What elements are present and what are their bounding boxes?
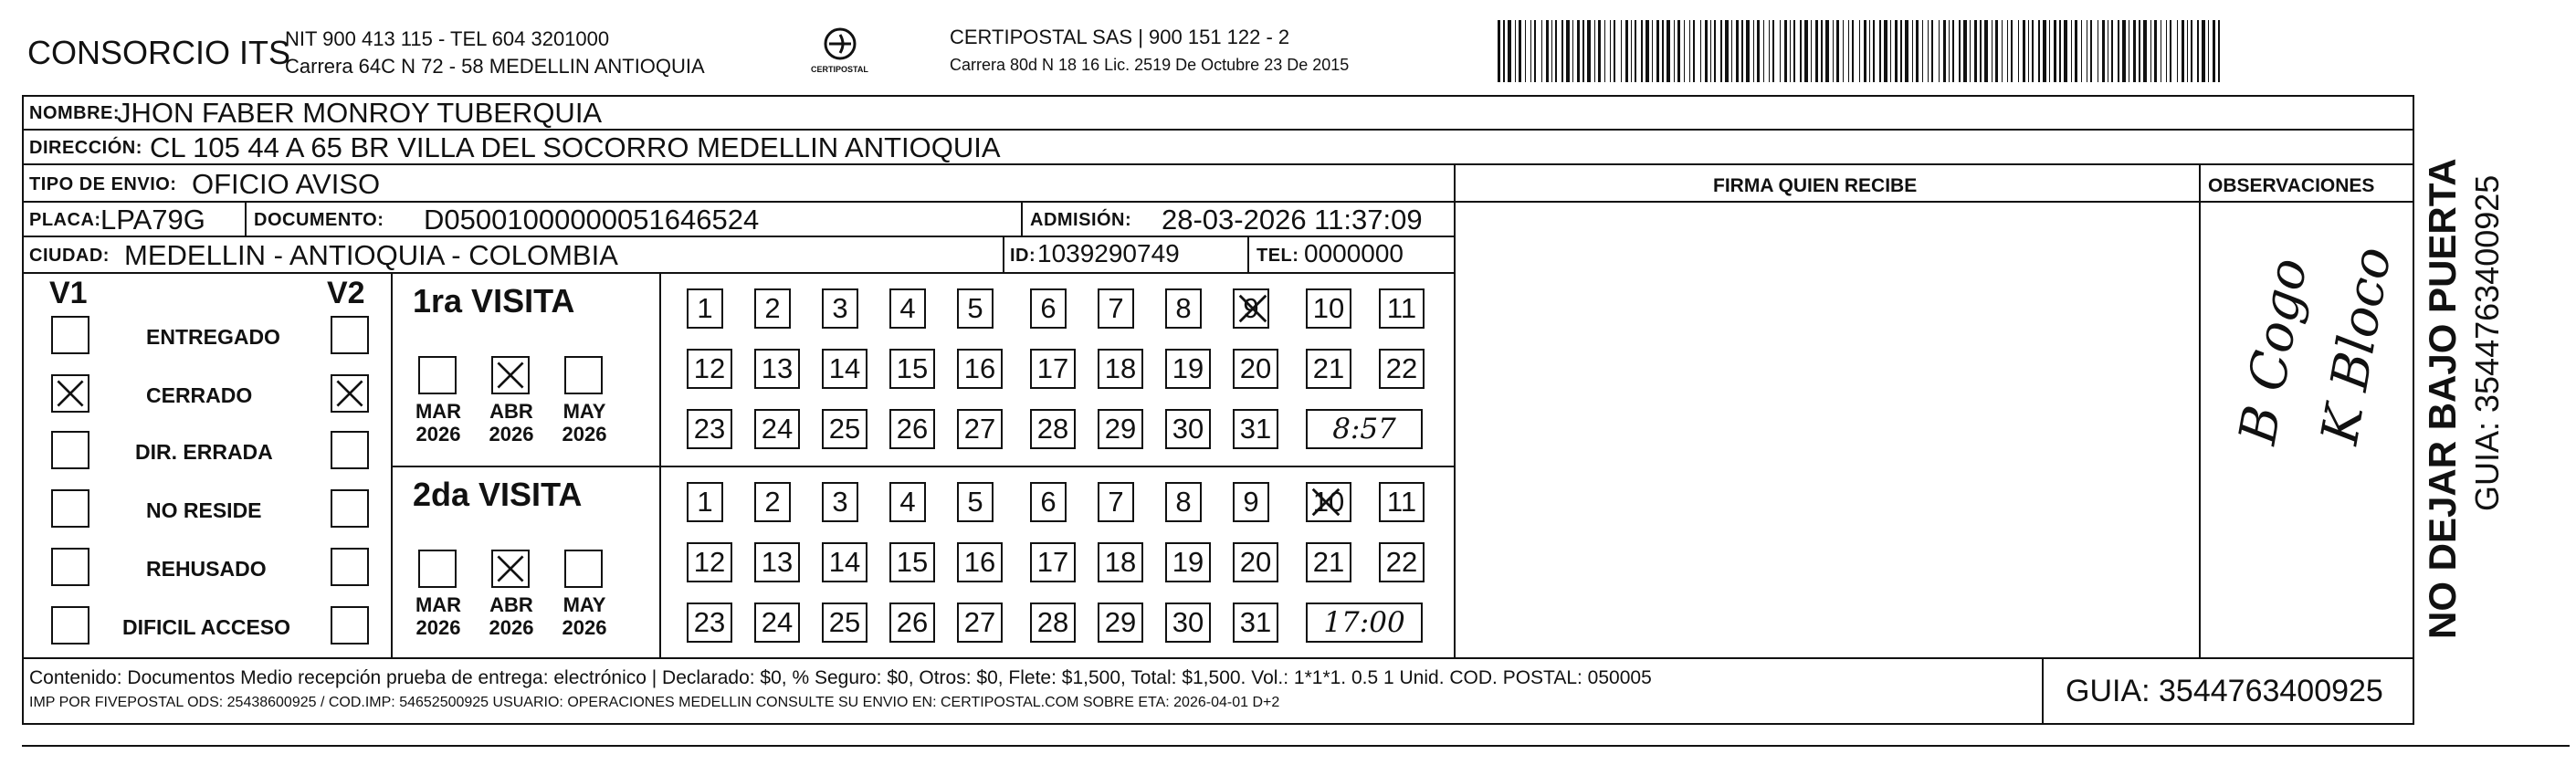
day-box[interactable]: 14 [822, 542, 867, 582]
day-box[interactable]: 2 [754, 288, 791, 329]
day-box[interactable]: 10 [1306, 288, 1351, 329]
day-box[interactable]: 22 [1379, 349, 1425, 389]
day-box[interactable]: 18 [1098, 542, 1143, 582]
day-box[interactable]: 20 [1233, 349, 1278, 389]
placa-label: PLACA: [29, 210, 101, 230]
nombre-label: NOMBRE: [29, 103, 121, 123]
month-year: 2026 [415, 616, 461, 640]
day-box[interactable]: 18 [1098, 349, 1143, 389]
month-checkbox[interactable] [418, 550, 457, 588]
day-box[interactable]: 27 [957, 409, 1003, 449]
v1-checkbox[interactable] [51, 316, 89, 354]
v2-checkbox[interactable] [331, 548, 369, 586]
day-box[interactable]: 17 [1030, 542, 1076, 582]
day-box[interactable]: 3 [822, 482, 858, 522]
month-checkbox[interactable] [418, 356, 457, 394]
side-warning: NO DEJAR BAJO PUERTA [2421, 158, 2464, 639]
month-year: 2026 [489, 616, 534, 640]
certipostal-logo [804, 26, 877, 80]
day-box[interactable]: 7 [1098, 288, 1134, 329]
day-box[interactable]: 14 [822, 349, 867, 389]
month-name: MAY [563, 400, 606, 423]
day-box[interactable]: 9 [1233, 288, 1269, 329]
visit-time[interactable]: 17:00 [1306, 603, 1423, 643]
v2-checkbox[interactable] [331, 374, 369, 413]
day-box[interactable]: 15 [889, 349, 935, 389]
barcode-icon [1498, 20, 2228, 82]
month-name: MAR [415, 400, 462, 423]
month-checkbox[interactable] [491, 356, 530, 394]
tipo-envio-value: OFICIO AVISO [192, 168, 381, 200]
month-name: ABR [489, 593, 533, 616]
day-box[interactable]: 29 [1098, 409, 1143, 449]
day-box[interactable]: 19 [1165, 542, 1211, 582]
footer-content: Contenido: Documentos Medio recepción prueba de entrega: electrónico | Declarado: $0, % Seguro: $0, Otros: $0, Flete: $1,500, Total: $1,500. Vol.: 1*1*1. 0.5 1 Unid. COD. POSTAL: 050005 [29, 667, 1652, 688]
tel-value: 0000000 [1304, 239, 1404, 267]
day-box[interactable]: 1 [687, 288, 723, 329]
v2-checkbox[interactable] [331, 431, 369, 469]
nit-line: NIT 900 413 115 - TEL 604 3201000 [285, 27, 610, 50]
month-name: ABR [489, 400, 533, 423]
observaciones-label: OBSERVACIONES [2208, 175, 2375, 196]
month-label [486, 593, 537, 640]
v1-checkbox[interactable] [51, 489, 89, 528]
day-box[interactable]: 27 [957, 603, 1003, 643]
day-box[interactable]: 11 [1379, 482, 1425, 522]
carrier-line: CERTIPOSTAL SAS | 900 151 122 - 2 [950, 26, 1290, 48]
day-box[interactable]: 29 [1098, 603, 1143, 643]
day-box[interactable]: 31 [1233, 409, 1278, 449]
day-box[interactable]: 24 [754, 603, 800, 643]
day-box[interactable]: 16 [957, 349, 1003, 389]
day-box[interactable]: 28 [1030, 409, 1076, 449]
month-label [559, 593, 610, 640]
day-box[interactable]: 30 [1165, 603, 1211, 643]
day-box[interactable]: 5 [957, 288, 994, 329]
logo-text: CERTIPOSTAL [811, 65, 868, 74]
v2-label: V2 [327, 276, 365, 310]
v2-checkbox[interactable] [331, 316, 369, 354]
month-checkbox[interactable] [564, 550, 603, 588]
day-box[interactable]: 19 [1165, 349, 1211, 389]
direccion-label: DIRECCIÓN: [29, 138, 142, 158]
ciudad-value: MEDELLIN - ANTIOQUIA - COLOMBIA [124, 239, 618, 271]
side-guia: GUIA: 3544763400925 [2468, 174, 2506, 511]
day-box[interactable]: 26 [889, 409, 935, 449]
day-box[interactable]: 16 [957, 542, 1003, 582]
month-checkbox[interactable] [491, 550, 530, 588]
id-label: ID: [1010, 246, 1036, 266]
id-value: 1039290749 [1037, 239, 1180, 267]
day-box[interactable]: 25 [822, 409, 867, 449]
day-box[interactable]: 13 [754, 349, 800, 389]
status-label: REHUSADO [146, 557, 267, 581]
tel-label: TEL: [1256, 246, 1299, 266]
observaciones-handwriting-2: K Bloco [2310, 242, 2403, 449]
ciudad-label: CIUDAD: [29, 246, 110, 266]
day-box[interactable]: 21 [1306, 542, 1351, 582]
month-name: MAR [415, 593, 462, 616]
day-box[interactable]: 9 [1233, 482, 1269, 522]
day-box[interactable]: 23 [687, 409, 732, 449]
observaciones-handwriting-1: B Cogo [2228, 254, 2319, 449]
status-label: DIFICIL ACCESO [122, 615, 291, 639]
documento-label: DOCUMENTO: [254, 210, 384, 230]
day-box[interactable]: 10 [1306, 482, 1351, 522]
v2-checkbox[interactable] [331, 606, 369, 644]
month-year: 2026 [562, 423, 607, 446]
month-name: MAY [563, 593, 606, 616]
month-checkbox[interactable] [564, 356, 603, 394]
day-box[interactable]: 15 [889, 542, 935, 582]
day-box[interactable]: 1 [687, 482, 723, 522]
company-address: Carrera 64C N 72 - 58 MEDELLIN ANTIOQUIA [285, 55, 705, 78]
day-box[interactable]: 12 [687, 542, 732, 582]
month-label [559, 400, 610, 446]
v1-checkbox[interactable] [51, 374, 89, 413]
recipient-address: CL 105 44 A 65 BR VILLA DEL SOCORRO MEDELLIN ANTIOQUIA [150, 131, 1001, 163]
day-box[interactable]: 13 [754, 542, 800, 582]
day-box[interactable]: 24 [754, 409, 800, 449]
day-box[interactable]: 28 [1030, 603, 1076, 643]
day-box[interactable]: 26 [889, 603, 935, 643]
day-box[interactable]: 22 [1379, 542, 1425, 582]
documento-value: D05001000000051646524 [424, 204, 760, 236]
admision-value: 28-03-2026 11:37:09 [1162, 204, 1423, 236]
v1-checkbox[interactable] [51, 606, 89, 644]
month-year: 2026 [415, 423, 461, 446]
day-box[interactable]: 8 [1165, 482, 1202, 522]
day-box[interactable]: 21 [1306, 349, 1351, 389]
day-box[interactable]: 12 [687, 349, 732, 389]
day-box[interactable]: 6 [1030, 288, 1067, 329]
recipient-name: JHON FABER MONROY TUBERQUIA [117, 97, 603, 129]
visit-title: 1ra VISITA [413, 282, 575, 320]
day-box[interactable]: 17 [1030, 349, 1076, 389]
footer-print-info: IMP POR FIVEPOSTAL ODS: 25438600925 / COD.IMP: 54652500925 USUARIO: OPERACIONES MEDELLIN CONSULTE SU ENVIO EN: CERTIPOSTAL.COM SOBRE ETA: 2026-04-01 D+2 [29, 695, 1280, 710]
month-label [413, 400, 464, 446]
visit-time[interactable]: 8:57 [1306, 409, 1423, 449]
day-box[interactable]: 11 [1379, 288, 1425, 329]
month-year: 2026 [562, 616, 607, 640]
month-year: 2026 [489, 423, 534, 446]
v1-checkbox[interactable] [51, 548, 89, 586]
status-label: CERRADO [146, 383, 253, 407]
day-box[interactable]: 31 [1233, 603, 1278, 643]
day-box[interactable]: 2 [754, 482, 791, 522]
tipo-envio-label: TIPO DE ENVIO: [29, 174, 177, 194]
status-label: DIR. ERRADA [135, 440, 273, 464]
day-box[interactable]: 4 [889, 288, 926, 329]
firma-label: FIRMA QUIEN RECIBE [1713, 175, 1918, 196]
v1-label: V1 [49, 276, 88, 310]
admision-label: ADMISIÓN: [1030, 210, 1132, 230]
day-box[interactable]: 3 [822, 288, 858, 329]
status-label: NO RESIDE [146, 498, 262, 522]
company-name: CONSORCIO ITS [27, 34, 291, 71]
day-box[interactable]: 4 [889, 482, 926, 522]
footer-guia: GUIA: 3544763400925 [2066, 674, 2383, 708]
v2-checkbox[interactable] [331, 489, 369, 528]
status-label: ENTREGADO [146, 325, 280, 349]
carrier-address: Carrera 80d N 18 16 Lic. 2519 De Octubre 23 De 2015 [950, 56, 1350, 74]
visit-title: 2da VISITA [413, 476, 583, 513]
day-box[interactable]: 23 [687, 603, 732, 643]
day-box[interactable]: 8 [1165, 288, 1202, 329]
day-box[interactable]: 5 [957, 482, 994, 522]
day-box[interactable]: 6 [1030, 482, 1067, 522]
v1-checkbox[interactable] [51, 431, 89, 469]
month-label [413, 593, 464, 640]
day-box[interactable]: 30 [1165, 409, 1211, 449]
placa-value: LPA79G [100, 204, 205, 236]
day-box[interactable]: 7 [1098, 482, 1134, 522]
day-box[interactable]: 20 [1233, 542, 1278, 582]
month-label [486, 400, 537, 446]
day-box[interactable]: 25 [822, 603, 867, 643]
